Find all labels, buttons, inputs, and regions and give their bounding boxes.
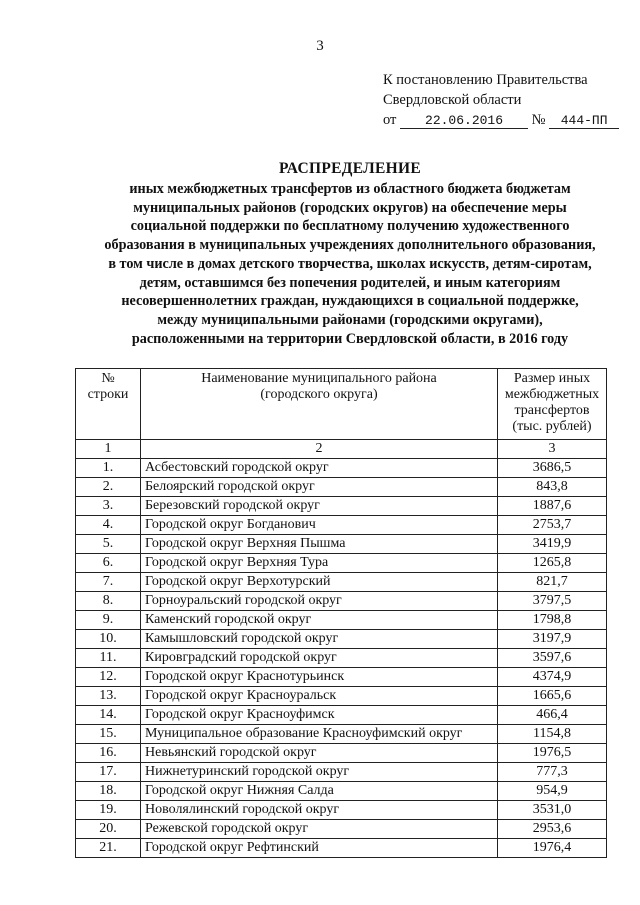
- municipality-name: Городской округ Верхотурский: [141, 573, 498, 592]
- row-number: 21.: [76, 839, 141, 858]
- municipality-name: Городской округ Краснотурьинск: [141, 668, 498, 687]
- table-row: [76, 459, 607, 478]
- row-number: 11.: [76, 649, 141, 668]
- row-number: 20.: [76, 820, 141, 839]
- transfer-amount: 821,7: [498, 573, 607, 592]
- municipality-name: Городской округ Богданович: [141, 516, 498, 535]
- row-number: 8.: [76, 592, 141, 611]
- municipality-name: Невьянский городской округ: [141, 744, 498, 763]
- transfer-amount: 954,9: [498, 782, 607, 801]
- subtitle-line: в том числе в домах детского творчества, школах искусств, детям-сиротам,: [108, 255, 592, 272]
- municipality-name: Асбестовский городской округ: [141, 459, 498, 478]
- transfer-amount: 843,8: [498, 478, 607, 497]
- municipality-name: Городской округ Нижняя Салда: [141, 782, 498, 801]
- subtitle-line: между муниципальными районами (городскими округами),: [157, 311, 543, 328]
- row-number: 1.: [76, 459, 141, 478]
- subtitle-line: несовершеннолетних граждан, нуждающихся в социальной поддержке,: [121, 293, 579, 310]
- table-row: [76, 744, 607, 763]
- transfer-amount: 3797,5: [498, 592, 607, 611]
- row-number: 3.: [76, 497, 141, 516]
- table-row: [76, 516, 607, 535]
- transfer-amount: 3531,0: [498, 801, 607, 820]
- header-municipality-line2: (городского округа): [260, 387, 378, 402]
- column-number-row: [76, 440, 607, 459]
- transfer-amount: 1665,6: [498, 687, 607, 706]
- municipality-name: Нижнетуринский городской округ: [141, 763, 498, 782]
- annex-date: 22.06.2016: [400, 113, 528, 129]
- table-row: [76, 668, 607, 687]
- row-number: 16.: [76, 744, 141, 763]
- subtitle-line: иных межбюджетных трансфертов из областного бюджета бюджетам: [129, 181, 571, 197]
- table-row: [76, 497, 607, 516]
- transfer-amount: 4374,9: [498, 668, 607, 687]
- transfer-amount: 3197,9: [498, 630, 607, 649]
- table-row: [76, 535, 607, 554]
- annex-line-2: Свердловской области: [383, 92, 522, 108]
- subtitle-line: образования в муниципальных учреждениях дополнительного образования,: [104, 237, 596, 254]
- annex-date-line: [383, 110, 619, 130]
- column-number: 1: [76, 440, 141, 459]
- subtitle-line: детям, оставшимся без попечения родителей, и иным категориям: [139, 274, 561, 291]
- row-number: 19.: [76, 801, 141, 820]
- row-number: 2.: [76, 478, 141, 497]
- table-row: [76, 687, 607, 706]
- header-amount-line2: межбюджетных: [504, 387, 600, 402]
- table-row: [76, 820, 607, 839]
- table-row: [76, 801, 607, 820]
- table-row: [76, 649, 607, 668]
- annex-number-label: №: [531, 112, 546, 128]
- heading: [60, 158, 640, 348]
- transfer-amount: 2753,7: [498, 516, 607, 535]
- transfer-amount: 1154,8: [498, 725, 607, 744]
- row-number: 17.: [76, 763, 141, 782]
- table-row: [76, 611, 607, 630]
- header-amount-line1: Размер иных: [513, 371, 591, 386]
- column-number: 3: [498, 440, 607, 459]
- municipality-name: Городской округ Рефтинский: [141, 839, 498, 858]
- transfer-amount: 3686,5: [498, 459, 607, 478]
- column-number: 2: [141, 440, 498, 459]
- table-row: [76, 725, 607, 744]
- row-number: 6.: [76, 554, 141, 573]
- page-number: 3: [316, 38, 324, 54]
- header-municipality: [141, 369, 498, 440]
- header-row-number: [76, 369, 141, 440]
- table-body: [76, 459, 607, 858]
- row-number: 7.: [76, 573, 141, 592]
- distribution-table: [75, 368, 607, 858]
- table-row: [76, 554, 607, 573]
- municipality-name: Кировградский городской округ: [141, 649, 498, 668]
- municipality-name: Камышловский городской округ: [141, 630, 498, 649]
- row-number: 5.: [76, 535, 141, 554]
- row-number: 14.: [76, 706, 141, 725]
- row-number: 12.: [76, 668, 141, 687]
- row-number: 18.: [76, 782, 141, 801]
- table-row: [76, 573, 607, 592]
- annex-from-label: от: [383, 112, 397, 128]
- table-row: [76, 478, 607, 497]
- transfer-amount: 466,4: [498, 706, 607, 725]
- header-row-number-line2: строки: [87, 387, 129, 402]
- table-row: [76, 763, 607, 782]
- transfer-amount: 3597,6: [498, 649, 607, 668]
- table-row: [76, 592, 607, 611]
- municipality-name: Муниципальное образование Красноуфимский округ: [141, 725, 498, 744]
- transfer-amount: 3419,9: [498, 535, 607, 554]
- municipality-name: Городской округ Верхняя Тура: [141, 554, 498, 573]
- municipality-name: Белоярский городской округ: [141, 478, 498, 497]
- annex-line-1: К постановлению Правительства: [383, 72, 588, 88]
- municipality-name: Каменский городской округ: [141, 611, 498, 630]
- header-municipality-line1: Наименование муниципального района: [201, 371, 437, 386]
- subtitle-line: социальной поддержки по бесплатному получению художественного: [130, 218, 570, 235]
- subtitle-line: муниципальных районов (городских округов) на обеспечение меры: [133, 199, 567, 216]
- transfer-amount: 1265,8: [498, 554, 607, 573]
- row-number: 4.: [76, 516, 141, 535]
- document-subtitle: [60, 180, 640, 348]
- municipality-name: Березовский городской округ: [141, 497, 498, 516]
- row-number: 15.: [76, 725, 141, 744]
- transfer-amount: 777,3: [498, 763, 607, 782]
- municipality-name: Городской округ Красноуральск: [141, 687, 498, 706]
- row-number: 9.: [76, 611, 141, 630]
- table-header-row: [76, 369, 607, 440]
- row-number: 13.: [76, 687, 141, 706]
- header-amount: [498, 369, 607, 440]
- table-row: [76, 630, 607, 649]
- municipality-name: Городской округ Красноуфимск: [141, 706, 498, 725]
- subtitle-line: расположенными на территории Свердловской области, в 2016 году: [131, 330, 569, 347]
- municipality-name: Горноуральский городской округ: [141, 592, 498, 611]
- municipality-name: Режевской городской округ: [141, 820, 498, 839]
- municipality-name: Новолялинский городской округ: [141, 801, 498, 820]
- transfer-amount: 1976,4: [498, 839, 607, 858]
- transfer-amount: 1976,5: [498, 744, 607, 763]
- municipality-name: Городской округ Верхняя Пышма: [141, 535, 498, 554]
- transfer-amount: 1798,8: [498, 611, 607, 630]
- table-row: [76, 839, 607, 858]
- header-amount-line3: трансфертов: [514, 403, 590, 418]
- table-row: [76, 782, 607, 801]
- table-row: [76, 706, 607, 725]
- header-row-number-line1: №: [101, 371, 115, 386]
- transfer-amount: 2953,6: [498, 820, 607, 839]
- document-title: РАСПРЕДЕЛЕНИЕ: [279, 160, 421, 177]
- transfer-amount: 1887,6: [498, 497, 607, 516]
- annex-number: 444-ПП: [549, 113, 619, 129]
- row-number: 10.: [76, 630, 141, 649]
- header-amount-line4: (тыс. рублей): [512, 419, 592, 434]
- annex-block: [383, 70, 619, 130]
